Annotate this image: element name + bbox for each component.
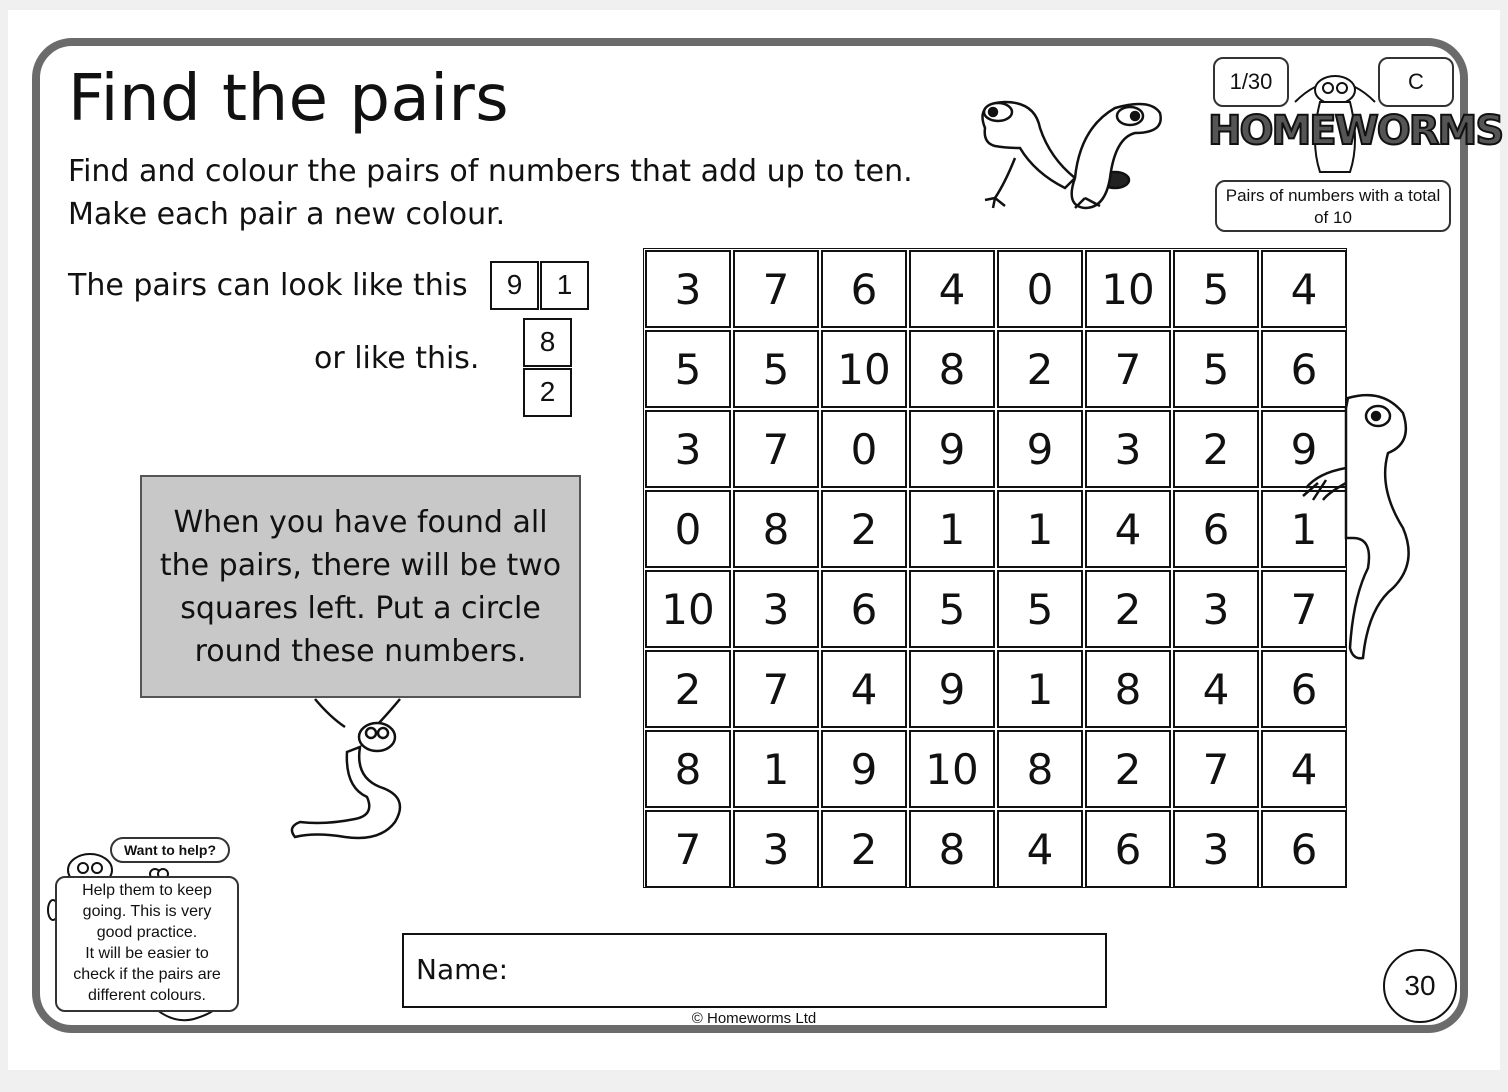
name-field[interactable] — [402, 933, 1107, 1008]
grid-cell[interactable]: 10 — [909, 730, 995, 808]
grid-cell[interactable]: 6 — [1261, 330, 1347, 408]
hint-line-3: squares left. Put a circle — [180, 591, 541, 626]
grid-cell[interactable]: 7 — [1173, 730, 1259, 808]
grid-cell[interactable]: 5 — [1173, 330, 1259, 408]
grid-cell[interactable]: 1 — [997, 650, 1083, 728]
grid-cell[interactable]: 2 — [1085, 570, 1171, 648]
grid-cell[interactable]: 8 — [733, 490, 819, 568]
grid-cell[interactable]: 10 — [1085, 250, 1171, 328]
grid-cell[interactable]: 0 — [997, 250, 1083, 328]
example-vertical-cell-1: 8 — [523, 318, 572, 367]
grid-cell[interactable]: 3 — [733, 810, 819, 888]
grid-cell[interactable]: 10 — [821, 330, 907, 408]
grid-cell[interactable]: 2 — [821, 810, 907, 888]
grid-cell[interactable]: 5 — [909, 570, 995, 648]
grid-cell[interactable]: 9 — [821, 730, 907, 808]
grid-cell[interactable]: 2 — [1085, 730, 1171, 808]
example-horizontal-cell-2: 1 — [540, 261, 589, 310]
grid-cell[interactable]: 8 — [997, 730, 1083, 808]
grid-cell[interactable]: 5 — [1173, 250, 1259, 328]
worms-in-hole-icon — [965, 88, 1175, 213]
homeworms-logo: HOMEWORMS — [1208, 108, 1503, 154]
grid-cell[interactable]: 4 — [1085, 490, 1171, 568]
grid-cell[interactable]: 1 — [997, 490, 1083, 568]
instructions — [68, 150, 913, 236]
hint-line-4: round these numbers. — [194, 634, 527, 669]
grid-cell[interactable]: 0 — [821, 410, 907, 488]
level-badge: C — [1378, 57, 1454, 107]
grid-cell[interactable]: 3 — [645, 250, 731, 328]
hint-line-2: the pairs, there will be two — [159, 548, 562, 583]
grid-cell[interactable]: 6 — [1261, 650, 1347, 728]
grid-cell[interactable]: 6 — [1173, 490, 1259, 568]
copyright: © Homeworms Ltd — [691, 1010, 817, 1027]
grid-cell[interactable]: 8 — [1085, 650, 1171, 728]
grid-cell[interactable]: 5 — [733, 330, 819, 408]
instruction-line-1: Find and colour the pairs of numbers that add up to ten. — [68, 154, 913, 189]
grid-cell[interactable]: 5 — [645, 330, 731, 408]
number-grid — [643, 248, 1347, 888]
hint-box — [140, 475, 581, 698]
grid-cell[interactable]: 1 — [1261, 490, 1347, 568]
grid-cell[interactable]: 1 — [733, 730, 819, 808]
helper-line-4: It will be easier to — [85, 945, 209, 962]
grid-cell[interactable]: 0 — [645, 490, 731, 568]
grid-cell[interactable]: 4 — [997, 810, 1083, 888]
helper-line-5: check if the pairs are — [73, 966, 221, 983]
grid-cell[interactable]: 9 — [997, 410, 1083, 488]
grid-cell[interactable]: 8 — [645, 730, 731, 808]
grid-cell[interactable]: 1 — [909, 490, 995, 568]
grid-cell[interactable]: 4 — [1261, 730, 1347, 808]
name-label: Name: — [416, 953, 509, 986]
grid-cell[interactable]: 4 — [909, 250, 995, 328]
helper-note — [55, 876, 239, 1012]
grid-cell[interactable]: 3 — [1085, 410, 1171, 488]
grid-cell[interactable]: 3 — [1173, 810, 1259, 888]
grid-cell[interactable]: 8 — [909, 330, 995, 408]
grid-cell[interactable]: 7 — [645, 810, 731, 888]
page-number: 30 — [1383, 949, 1457, 1023]
grid-cell[interactable]: 7 — [1085, 330, 1171, 408]
hanging-worm-icon — [285, 697, 415, 849]
grid-cell[interactable]: 4 — [1261, 250, 1347, 328]
grid-cell[interactable]: 7 — [733, 410, 819, 488]
peeking-worm-icon — [1298, 388, 1413, 663]
grid-cell[interactable]: 3 — [1173, 570, 1259, 648]
grid-cell[interactable]: 10 — [645, 570, 731, 648]
grid-cell[interactable]: 7 — [733, 250, 819, 328]
example-vertical-cell-2: 2 — [523, 368, 572, 417]
grid-cell[interactable]: 9 — [909, 650, 995, 728]
grid-cell[interactable]: 7 — [733, 650, 819, 728]
hint-line-1: When you have found all — [173, 505, 548, 540]
grid-cell[interactable]: 2 — [1173, 410, 1259, 488]
example-horizontal-cell-1: 9 — [490, 261, 539, 310]
grid-cell[interactable]: 6 — [821, 570, 907, 648]
grid-cell[interactable]: 3 — [733, 570, 819, 648]
grid-cell[interactable]: 9 — [909, 410, 995, 488]
example-horizontal-label: The pairs can look like this — [68, 268, 468, 303]
helper-line-6: different colours. — [88, 987, 206, 1004]
grid-cell[interactable]: 6 — [1085, 810, 1171, 888]
grid-cell[interactable]: 5 — [997, 570, 1083, 648]
grid-cell[interactable]: 9 — [1261, 410, 1347, 488]
grid-cell[interactable]: 8 — [909, 810, 995, 888]
grid-cell[interactable]: 6 — [821, 250, 907, 328]
grid-cell[interactable]: 4 — [1173, 650, 1259, 728]
helper-line-3: good practice. — [96, 924, 198, 941]
page-counter-badge: 1/30 — [1213, 57, 1289, 107]
grid-cell[interactable]: 2 — [821, 490, 907, 568]
page-title: Find the pairs — [68, 62, 510, 136]
grid-cell[interactable]: 2 — [645, 650, 731, 728]
grid-cell[interactable]: 7 — [1261, 570, 1347, 648]
example-vertical-label: or like this. — [314, 341, 480, 376]
grid-cell[interactable]: 4 — [821, 650, 907, 728]
helper-line-1: Help them to keep — [82, 882, 212, 899]
grid-cell[interactable]: 3 — [645, 410, 731, 488]
want-to-help-bubble: Want to help? — [110, 837, 230, 863]
grid-cell[interactable]: 2 — [997, 330, 1083, 408]
grid-cell[interactable]: 6 — [1261, 810, 1347, 888]
helper-line-2: going. This is very — [82, 903, 212, 920]
instruction-line-2: Make each pair a new colour. — [68, 197, 506, 232]
topic-label: Pairs of numbers with a total of 10 — [1215, 180, 1451, 232]
